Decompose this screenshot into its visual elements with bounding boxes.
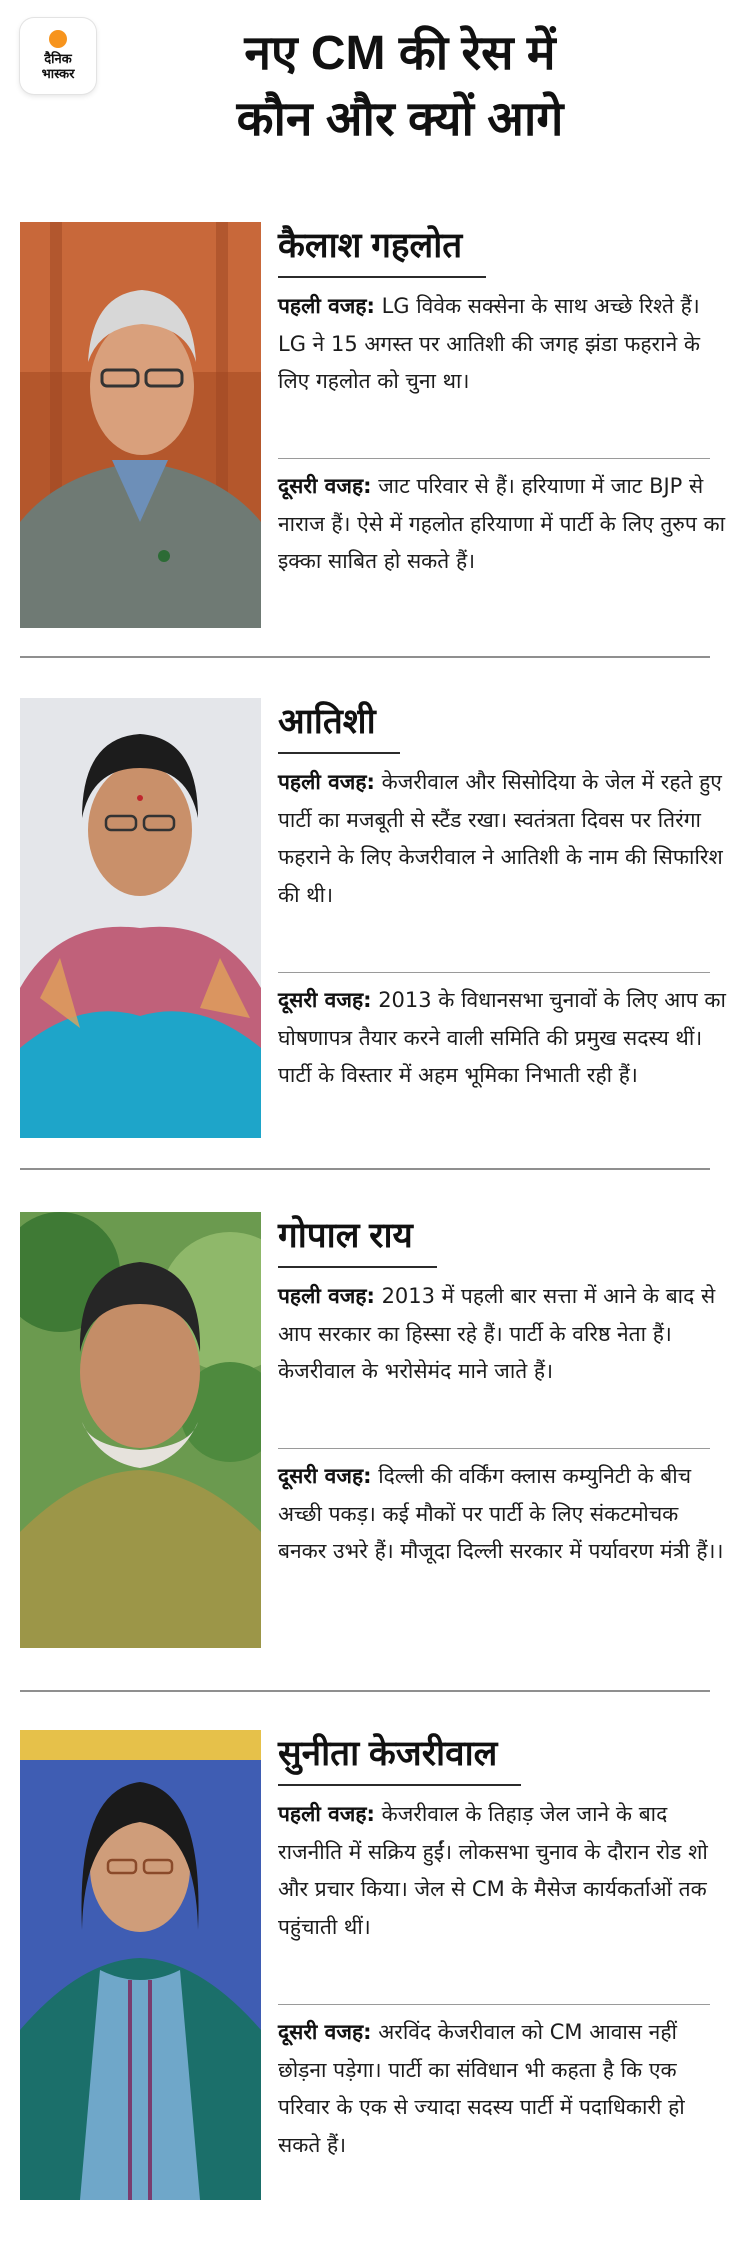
section-divider (20, 1690, 710, 1692)
second-reason-label: दूसरी वजह: (278, 1464, 372, 1488)
second-reason-text: अरविंद केजरीवाल को CM आवास नहीं छोड़ना पड़ेगा। पार्टी का संविधान भी कहता है कि एक परिवार के एक से ज्यादा सदस्य पार्टी में पदाधिकारी हो सकते हैं। (278, 2020, 685, 2157)
reason-divider (278, 972, 710, 973)
candidate-4-second-reason (278, 2014, 730, 2164)
headline-line-2: कौन और क्यों आगे (236, 93, 564, 146)
candidate-photo-1 (20, 222, 261, 628)
candidate-2-second-reason (278, 982, 730, 1095)
candidate-card-1 (20, 222, 726, 642)
section-divider (20, 1168, 710, 1170)
reason-divider (278, 458, 710, 459)
reason-divider (278, 1448, 710, 1449)
first-reason-label: पहली वजह: (278, 294, 375, 318)
first-reason-label: पहली वजह: (278, 1802, 375, 1826)
first-reason-label: पहली वजह: (278, 1284, 375, 1308)
candidate-photo-3 (20, 1212, 261, 1648)
candidate-3-first-reason (278, 1278, 730, 1391)
second-reason-text: जाट परिवार से हैं। हरियाणा में जाट BJP से नाराज हैं। ऐसे में गहलोत हरियाणा में पार्टी के लिए तुरुप का इक्का साबित हो सकते हैं। (278, 474, 726, 573)
logo-sun-icon (49, 30, 67, 48)
candidate-2-first-reason (278, 764, 730, 914)
candidate-3-second-reason (278, 1458, 730, 1571)
second-reason-label: दूसरी वजह: (278, 988, 372, 1012)
second-reason-text: 2013 के विधानसभा चुनावों के लिए आप का घोषणापत्र तैयार करने वाली समिति की प्रमुख सदस्य थीं। पार्टी के विस्तार में अहम भूमिका निभाती रही हैं। (278, 988, 726, 1087)
logo (20, 18, 96, 94)
candidate-photo-2 (20, 698, 261, 1138)
candidate-name-2: आतिशी (278, 698, 400, 754)
first-reason-text: केजरीवाल और सिसोदिया के जेल में रहते हुए पार्टी का मजबूती से स्टैंड रखा। स्वतंत्रता दिवस पर तिरंगा फहराने के लिए केजरीवाल ने आतिशी के नाम की सिफारिश की थी। (278, 770, 723, 907)
section-divider (20, 656, 710, 658)
candidate-card-2 (20, 698, 726, 1148)
candidate-card-4 (20, 1730, 710, 2210)
candidate-card-3 (20, 1212, 724, 1652)
second-reason-text: दिल्ली की वर्किंग क्लास कम्युनिटी के बीच अच्छी पकड़। कई मौकों पर पार्टी के लिए संकटमोचक बनकर उभरे हैं। मौजूदा दिल्ली सरकार में पर्यावरण मंत्री हैं।। (278, 1464, 724, 1563)
candidate-4-first-reason (278, 1796, 730, 1946)
candidate-photo-4 (20, 1730, 261, 2200)
second-reason-label: दूसरी वजह: (278, 2020, 372, 2044)
first-reason-text: केजरीवाल के तिहाड़ जेल जाने के बाद राजनीति में सक्रिय हुईं। लोकसभा चुनाव के दौरान रोड शो और प्रचार किया। जेल से CM के मैसेज कार्यकर्ताओं तक पहुंचाती थीं। (278, 1802, 708, 1939)
second-reason-label: दूसरी वजह: (278, 474, 372, 498)
headline-line-1: नए CM की रेस में (244, 27, 556, 80)
logo-line-2: भास्कर (41, 67, 75, 82)
reason-divider (278, 2004, 710, 2005)
first-reason-text: LG विवेक सक्सेना के साथ अच्छे रिश्ते हैं। LG ने 15 अगस्त पर आतिशी की जगह झंडा फहराने के लिए गहलोत को चुना था। (278, 294, 701, 393)
candidate-name-1: कैलाश गहलोत (278, 222, 486, 278)
candidate-1-second-reason (278, 468, 730, 581)
candidate-1-first-reason (278, 288, 730, 401)
logo-line-1: दैनिक (44, 52, 72, 67)
candidate-name-3: गोपाल राय (278, 1212, 437, 1268)
first-reason-label: पहली वजह: (278, 770, 375, 794)
first-reason-text: 2013 में पहली बार सत्ता में आने के बाद से आप सरकार का हिस्सा रहे हैं। पार्टी के वरिष्ठ नेता हैं। केजरीवाल के भरोसेमंद माने जाते हैं। (278, 1284, 716, 1383)
candidate-name-4: सुनीता केजरीवाल (278, 1730, 521, 1786)
